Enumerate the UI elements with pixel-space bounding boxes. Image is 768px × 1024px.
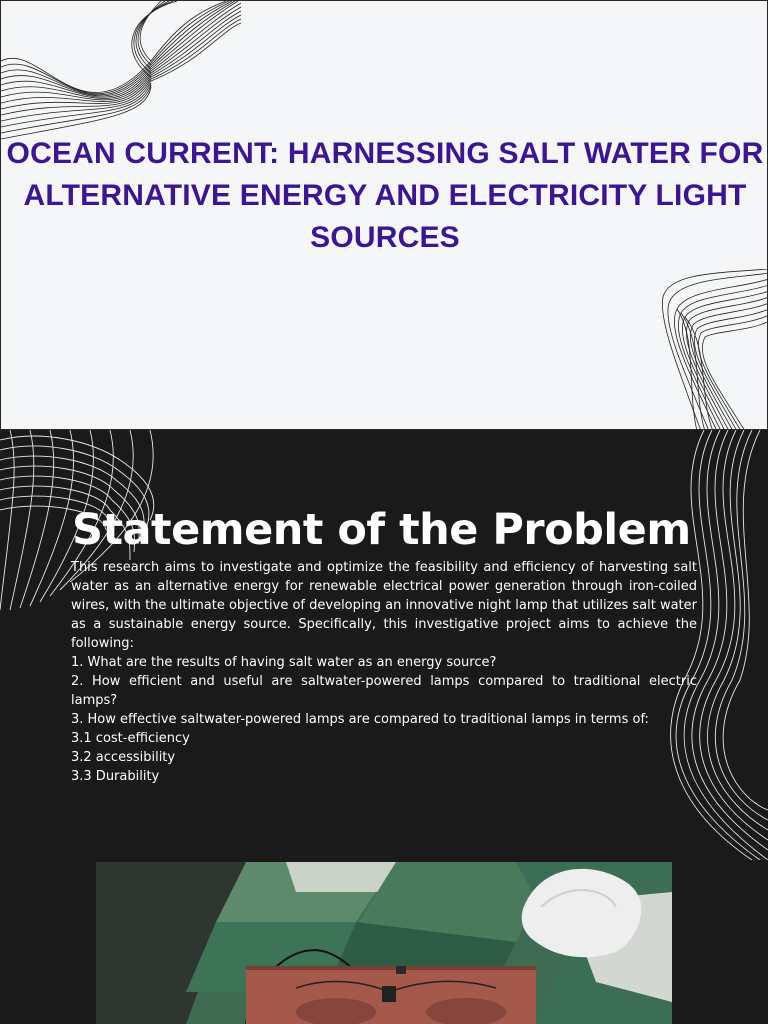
problem-statement-slide (0, 430, 768, 1024)
question-2: 2. How efficient and useful are saltwater-powered lamps compared to traditional electric lamps? (71, 674, 697, 708)
wave-lines-decoration-bottom-right (657, 269, 768, 430)
question-3-1: 3.1 cost-efficiency (71, 731, 190, 746)
section-heading: Statement of the Problem (72, 505, 691, 555)
question-3-3: 3.3 Durability (71, 769, 160, 784)
intro-paragraph: This research aims to investigate and optimize the feasibility and efficiency of harvesting salt water as an alternative energy for renewable electrical power generation through iron-coiled wires, with the ultimate objective of developing an innovative night lamp that utilizes salt water as a sustainable energy source. Specifically, this investigative project aims to achieve the following: (71, 560, 697, 651)
problem-statement-body (71, 558, 697, 786)
question-1: 1. What are the results of having salt water as an energy source? (71, 655, 497, 670)
photo-illustration (96, 862, 672, 1024)
presentation-title: OCEAN CURRENT: HARNESSING SALT WATER FOR ALTERNATIVE ENERGY AND ELECTRICITY LIGHT SOURCES (6, 137, 764, 254)
question-3-2: 3.2 accessibility (71, 750, 176, 765)
title-slide (0, 0, 768, 430)
question-3: 3. How effective saltwater-powered lamps are compared to traditional lamps in terms of: (71, 712, 649, 727)
saltwater-lamp-photo (96, 862, 672, 1024)
